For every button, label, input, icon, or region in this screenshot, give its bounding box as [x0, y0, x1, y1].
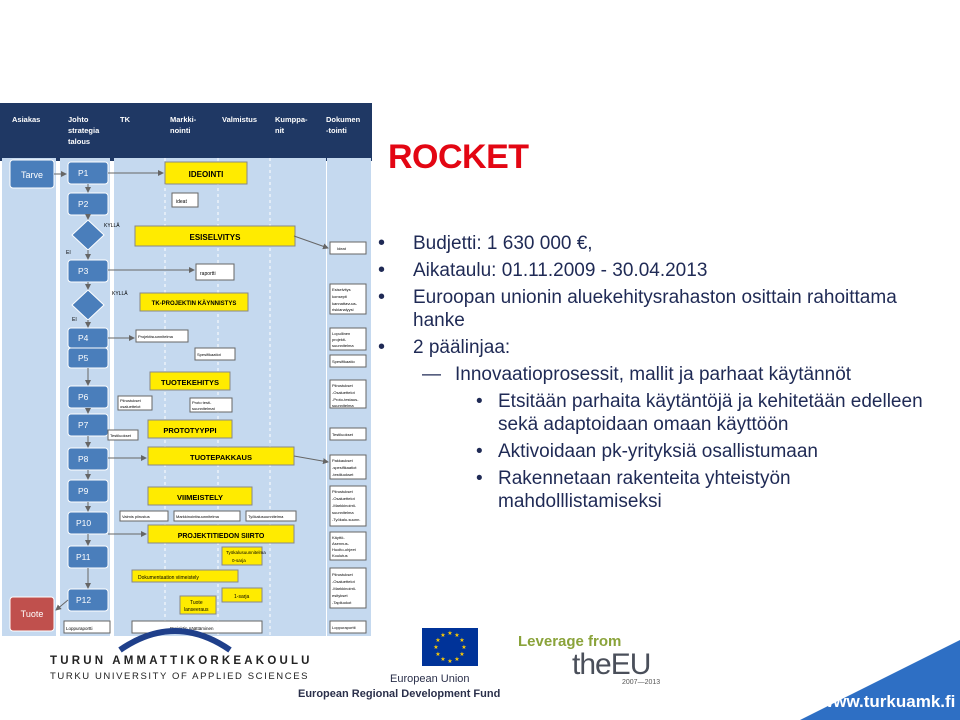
svg-text:Piirustukset: Piirustukset [120, 398, 141, 403]
svg-text:P7: P7 [78, 420, 89, 430]
svg-text:suunnitelmat: suunnitelmat [192, 406, 215, 411]
svg-text:Testiluokset: Testiluokset [110, 433, 131, 438]
bullet-list [378, 232, 953, 517]
svg-text:Spesifikaatio: Spesifikaatio [332, 359, 355, 364]
svg-text:Huolto-ohjeet: Huolto-ohjeet [332, 547, 356, 552]
svg-text:★: ★ [459, 651, 465, 658]
footer-url[interactable]: www.turkuamk.fi [820, 692, 956, 711]
svg-text:Proto testi-: Proto testi- [192, 400, 212, 405]
svg-text:Projektin päättäminen: Projektin päättäminen [170, 626, 214, 631]
svg-text:P8: P8 [78, 454, 89, 464]
svg-text:Markkinointisuunnitelma: Markkinointisuunnitelma [176, 514, 219, 519]
bullet-main-lines: • 2 päälinjaa: [378, 336, 953, 359]
svg-text:-Markkinointi-: -Markkinointi- [332, 586, 357, 591]
svg-text:★: ★ [454, 632, 460, 639]
svg-text:konsepti: konsepti [332, 294, 347, 299]
svg-text:Piirustukset: Piirustukset [332, 383, 353, 388]
svg-text:0-sarja: 0-sarja [232, 558, 246, 563]
eu-flag-icon [422, 628, 478, 666]
svg-text:P3: P3 [78, 266, 89, 276]
svg-text:VIIMEISTELY: VIIMEISTELY [177, 493, 223, 502]
doc-column-boxes [330, 242, 366, 633]
bullet-funding: • Euroopan unionin aluekehitysrahaston osittain rahoittama hanke [378, 286, 953, 332]
tuote-label: Tuote [20, 609, 44, 619]
leverage-years: 2007—2013 [622, 679, 661, 686]
svg-text:TUOTEPAKKAUS: TUOTEPAKKAUS [190, 453, 252, 462]
svg-text:IDEOINTI: IDEOINTI [188, 170, 224, 179]
svg-text:★: ★ [461, 644, 467, 651]
svg-text:★: ★ [435, 651, 441, 658]
svg-text:Valmis piirustus: Valmis piirustus [122, 514, 150, 519]
svg-text:Esiselvitys: Esiselvitys [332, 287, 351, 292]
svg-text:★: ★ [454, 656, 460, 663]
sub-sub-bullet-practices: • Etsitään parhaita käytäntöjä ja kehitetään edelleen sekä adaptoidaan omaan käyttöön [378, 390, 953, 436]
svg-text:P4: P4 [78, 333, 89, 343]
svg-text:Spesifikaatiot: Spesifikaatiot [197, 352, 221, 357]
svg-text:KYLLÄ: KYLLÄ [112, 291, 128, 297]
the-eu-text: theEU [572, 648, 651, 681]
leverage-from-text: Leverage from [518, 633, 622, 650]
svg-text:★: ★ [447, 658, 453, 665]
svg-text:kannattavuus-: kannattavuus- [332, 301, 358, 306]
svg-text:-Työkalu-suunn.: -Työkalu-suunn. [332, 517, 361, 522]
svg-text:P11: P11 [76, 552, 91, 562]
svg-text:suunnitelma: suunnitelma [332, 343, 354, 348]
svg-text:Kumppa-: Kumppa- [275, 115, 308, 124]
lane-header-asiakas: Asiakas [12, 115, 41, 124]
svg-text:ideat: ideat [176, 199, 187, 205]
svg-text:TUOTEKEHITYS: TUOTEKEHITYS [161, 378, 219, 387]
svg-text:-Markkinointi-: -Markkinointi- [332, 503, 357, 508]
svg-text:PROTOTYYPPI: PROTOTYYPPI [163, 426, 217, 435]
svg-text:P5: P5 [78, 353, 89, 363]
svg-text:Työkalusuunnitelma: Työkalusuunnitelma [248, 514, 284, 519]
svg-text:-testiluokset: -testiluokset [332, 472, 354, 477]
svg-text:-Osaluettelot: -Osaluettelot [332, 496, 355, 501]
lane-header-tk: TK [120, 115, 130, 124]
svg-text:-Osaluettelot: -Osaluettelot [332, 579, 355, 584]
sub-bullet-innovation: — Innovaatioprosessit, mallit ja parhaat käytännöt [378, 363, 953, 386]
svg-text:riskianalyysi: riskianalyysi [332, 307, 354, 312]
svg-text:Loppuraportti: Loppuraportti [66, 626, 93, 631]
tarve-label: Tarve [20, 170, 44, 180]
svg-text:raportti: raportti [200, 271, 216, 277]
svg-text:★: ★ [440, 656, 446, 663]
svg-text:Johto: Johto [68, 115, 89, 124]
tku-logo-english: TURKU UNIVERSITY OF APPLIED SCIENCES [50, 671, 310, 682]
svg-text:talous: talous [68, 137, 91, 146]
slide-title: ROCKET [388, 138, 529, 176]
svg-text:Markki-: Markki- [170, 115, 197, 124]
svg-text:Piirustukset: Piirustukset [332, 572, 353, 577]
svg-text:Ideat: Ideat [337, 246, 346, 251]
svg-text:1-sarja: 1-sarja [234, 594, 250, 600]
eu-union-label: European Union [390, 673, 470, 685]
svg-text:nit: nit [275, 126, 285, 135]
svg-text:EI: EI [66, 250, 71, 256]
svg-text:-tointi: -tointi [326, 126, 347, 135]
svg-text:Käyttö-: Käyttö- [332, 535, 345, 540]
svg-text:P2: P2 [78, 199, 89, 209]
svg-text:ESISELVITYS: ESISELVITYS [189, 233, 241, 242]
svg-text:Koulutus: Koulutus [332, 553, 348, 558]
svg-text:Lopullinen: Lopullinen [332, 331, 351, 336]
sub-sub-bullet-structures: • Rakennetaan rakenteita yhteistyön mahdolllistamiseksi [378, 467, 953, 513]
svg-text:P10: P10 [76, 518, 92, 528]
svg-text:Työkalusuunnitelma: Työkalusuunnitelma [226, 550, 266, 555]
svg-text:Testiluokset: Testiluokset [332, 432, 353, 437]
bullet-schedule: • Aikataulu: 01.11.2009 - 30.04.2013 [378, 259, 953, 282]
svg-text:★: ★ [440, 632, 446, 639]
svg-text:-Tapiluokot: -Tapiluokot [332, 600, 352, 605]
bullet-budget: • Budjetti: 1 630 000 €, [378, 232, 953, 255]
svg-text:-spesifikaatiot: -spesifikaatiot [332, 465, 357, 470]
svg-text:suunnitelma: suunnitelma [332, 510, 354, 515]
svg-text:TK-PROJEKTIN KÄYNNISTYS: TK-PROJEKTIN KÄYNNISTYS [151, 301, 237, 307]
svg-text:Loppuraportti: Loppuraportti [332, 625, 356, 630]
svg-text:Dokumen: Dokumen [326, 115, 361, 124]
svg-text:Tuote: Tuote [190, 600, 203, 606]
svg-text:nointi: nointi [170, 126, 191, 135]
svg-text:P1: P1 [78, 168, 89, 178]
svg-text:strategia: strategia [68, 126, 100, 135]
eu-fund-label: European Regional Development Fund [298, 688, 501, 700]
svg-text:★: ★ [433, 644, 439, 651]
svg-text:P9: P9 [78, 486, 89, 496]
svg-text:P6: P6 [78, 392, 89, 402]
lane-asiakas [2, 158, 56, 636]
svg-text:Pakkaukset: Pakkaukset [332, 458, 353, 463]
svg-text:Asennus-: Asennus- [332, 541, 349, 546]
svg-text:Piirustukset: Piirustukset [332, 489, 353, 494]
svg-text:Projektisuunnitelma: Projektisuunnitelma [138, 334, 173, 339]
sub-sub-bullet-activation: • Aktivoidaan pk-yrityksiä osallistumaan [378, 440, 953, 463]
svg-text:Dokumentaation viimeistely: Dokumentaation viimeistely [138, 575, 199, 581]
svg-text:osaluettelot: osaluettelot [120, 404, 141, 409]
svg-text:KYLLÄ: KYLLÄ [104, 223, 120, 229]
svg-text:suunnitelma: suunnitelma [332, 403, 354, 408]
svg-text:P12: P12 [76, 595, 92, 605]
svg-text:esitykset: esitykset [332, 593, 348, 598]
svg-text:projekti-: projekti- [332, 337, 347, 342]
svg-text:★: ★ [435, 637, 441, 644]
svg-text:-Osaluettelot: -Osaluettelot [332, 390, 355, 395]
svg-text:★: ★ [459, 637, 465, 644]
svg-text:-Proto-testaus-: -Proto-testaus- [332, 397, 359, 402]
svg-text:lanseeraus: lanseeraus [184, 607, 209, 613]
svg-text:EI: EI [72, 317, 77, 323]
svg-text:★: ★ [447, 630, 453, 637]
tku-logo-name: TURUN AMMATTIKORKEAKOULU [50, 655, 313, 667]
svg-text:PROJEKTITIEDON SIIRTO: PROJEKTITIEDON SIIRTO [177, 533, 265, 540]
lane-header-valmistus: Valmistus [222, 115, 258, 124]
